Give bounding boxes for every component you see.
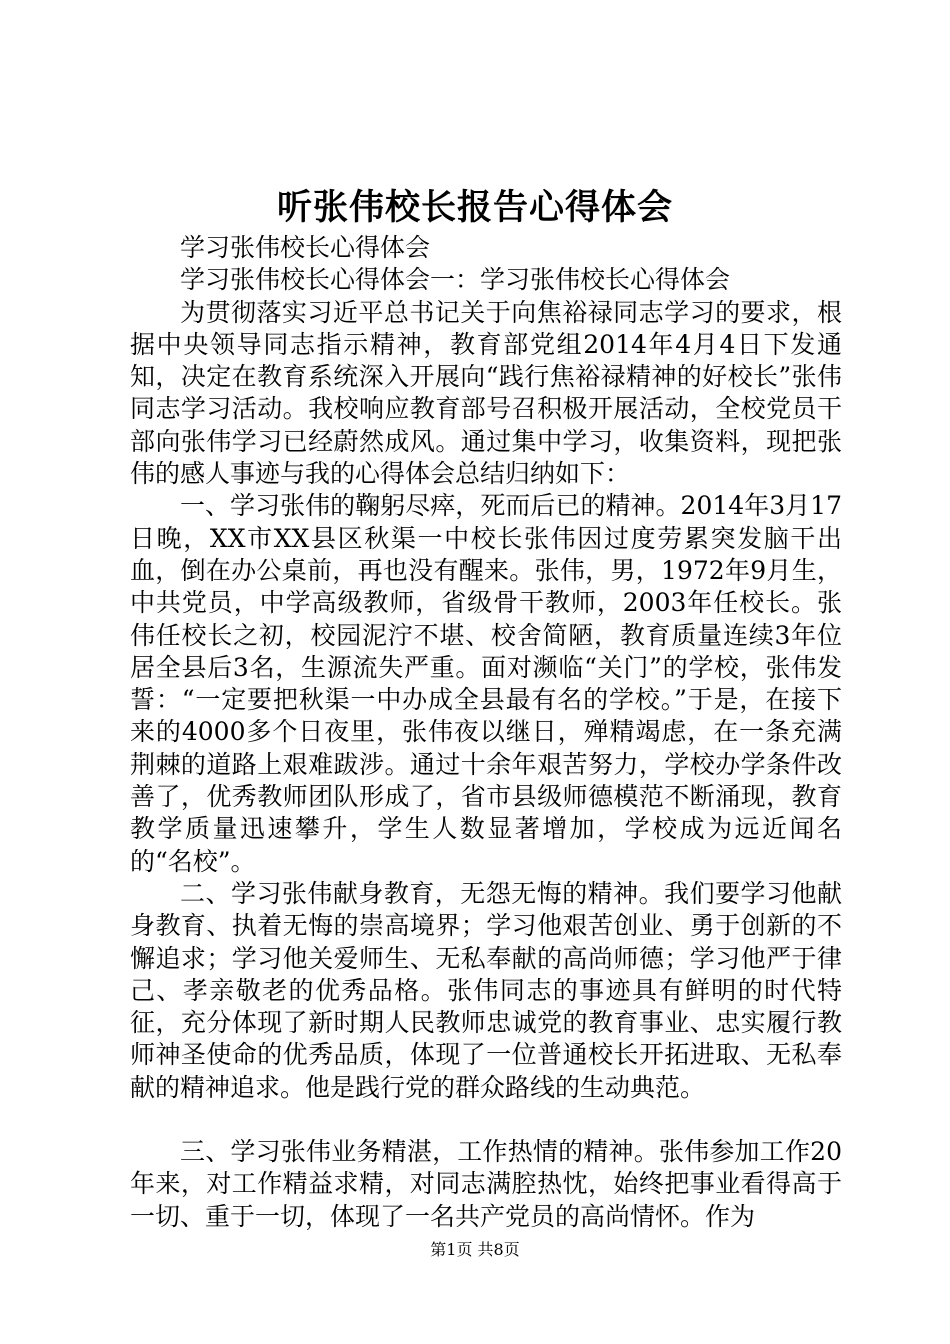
document-body xyxy=(130,232,842,1233)
section-three-paragraph: 三、学习张伟业务精湛，工作热情的精神。张伟参加工作20年来，对工作精益求精，对同志满腔热忱，始终把事业看得高于一切、重于一切，体现了一名共产党员的高尚情怀。作为 xyxy=(130,1137,842,1231)
page-number-footer: 第1页 共8页 xyxy=(430,1240,520,1259)
intro-paragraph: 为贯彻落实习近平总书记关于向焦裕禄同志学习的要求，根据中央领导同志指示精神，教育部党组2014年4月4日下发通知，决定在教育系统深入开展向“践行焦裕禄精神的好校长”张伟同志学习活动。我校响应教育部号召积极开展活动，全校党员干部向张伟学习已经蔚然成风。通过集中学习，收集资料，现把张伟的感人事迹与我的心得体会总结归纳如下： xyxy=(130,297,842,489)
subtitle-paragraph: 学习张伟校长心得体会 xyxy=(180,233,431,262)
section-one-paragraph: 一、学习张伟的鞠躬尽瘁，死而后已的精神。2014年3月17日晚，XX市XX县区秋渠一中校长张伟因过度劳累突发脑干出血，倒在办公桌前，再也没有醒来。张伟，男，1972年9月生，中共党员，中学高级教师，省级骨干教师，2003年任校长。张伟任校长之初，校园泥泞不堪、校舍简陋，教育质量连续3年位居全县后3名，生源流失严重。面对濒临“关门”的学校，张伟发誓：“一定要把秋渠一中办成全县最有名的学校。”于是，在接下来的4000多个日夜里，张伟夜以继日，殚精竭虑，在一条充满荆棘的道路上艰难跋涉。通过十余年艰苦努力，学校办学条件改善了，优秀教师团队形成了，省市县级师德模范不断涌现，教育教学质量迅速攀升，学生人数显著增加，学校成为远近闻名的“名校”。 xyxy=(130,491,842,876)
document-title: 听张伟校长报告心得体会 xyxy=(276,187,673,228)
section-two-paragraph: 二、学习张伟献身教育，无怨无悔的精神。我们要学习他献身教育、执着无悔的崇高境界；学习他艰苦创业、勇于创新的不懈追求；学习他关爱师生、无私奉献的高尚师德；学习他严于律己、孝亲敬老的优秀品格。张伟同志的事迹具有鲜明的时代特征，充分体现了新时期人民教师忠诚党的教育事业、忠实履行教师神圣使命的优秀品质，体现了一位普通校长开拓进取、无私奉献的精神追求。他是践行党的群众路线的生动典范。 xyxy=(130,878,842,1102)
section-heading-paragraph: 学习张伟校长心得体会一：学习张伟校长心得体会 xyxy=(180,265,731,295)
